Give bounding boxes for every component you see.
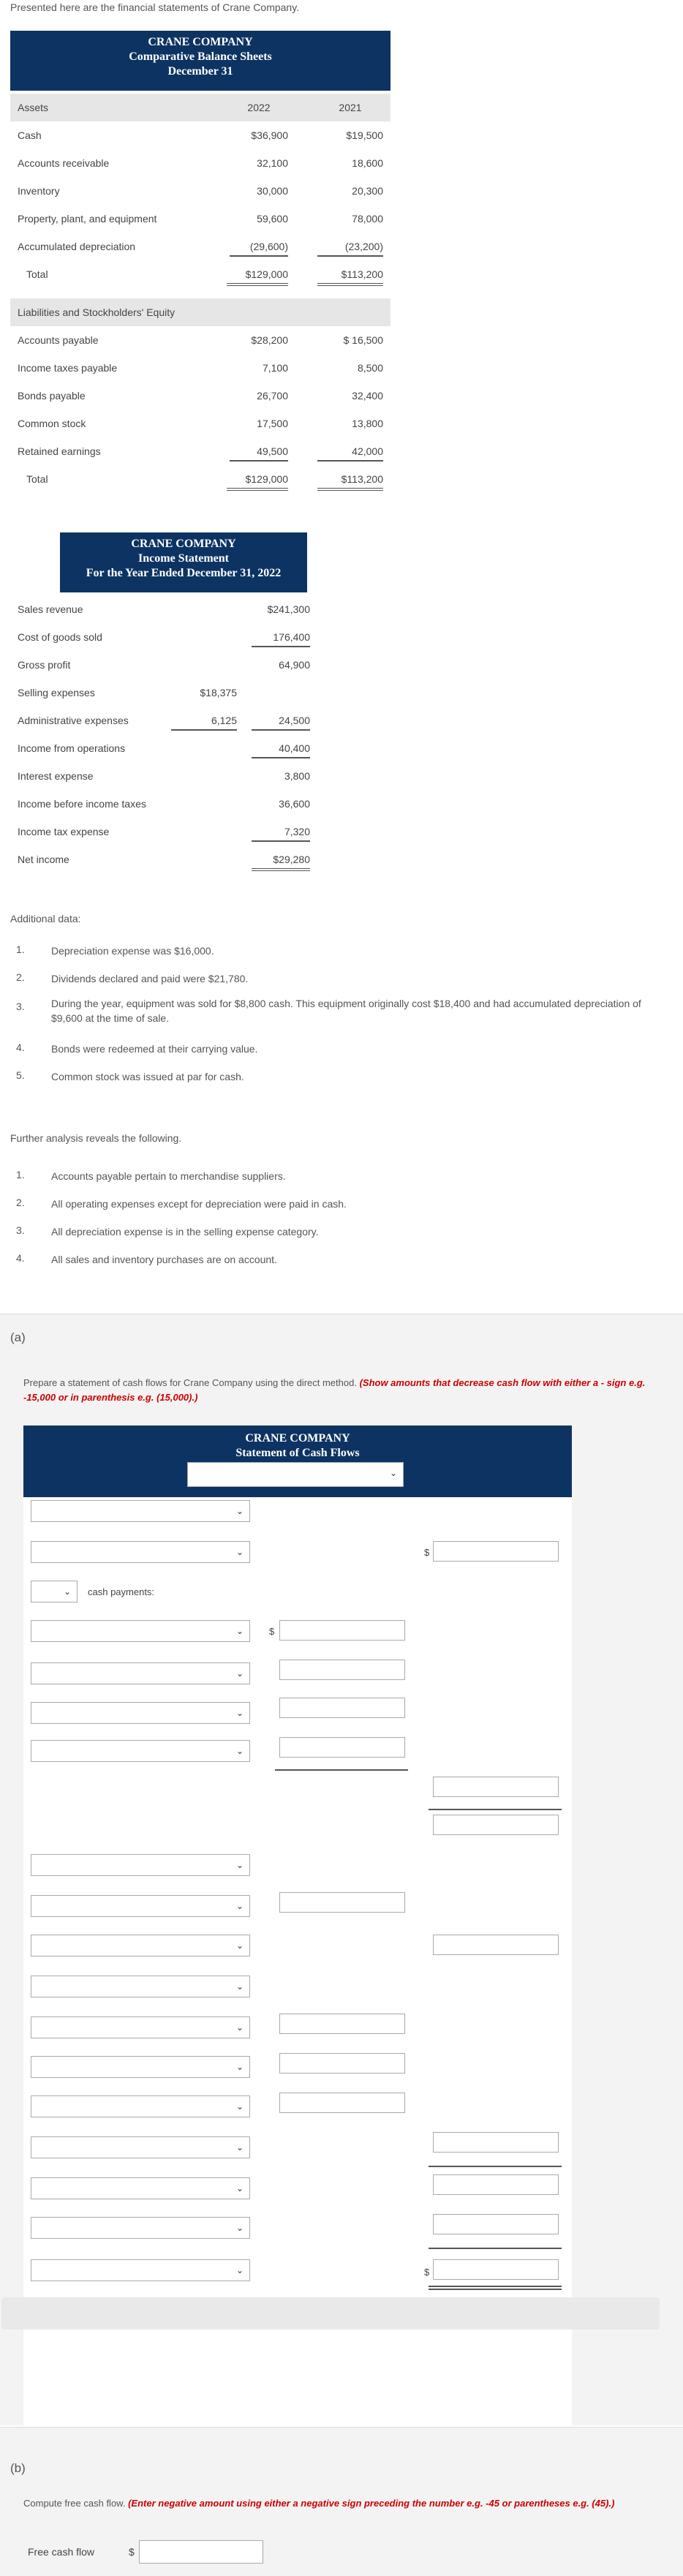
- table-row: [10, 790, 317, 818]
- total-label: Total: [26, 473, 48, 485]
- value-2022: 17,500: [257, 418, 288, 429]
- further-analysis-title: Further analysis reveals the following.: [10, 1132, 182, 1144]
- line-item-select[interactable]: [31, 1581, 78, 1603]
- cash-flow-form: [23, 1426, 572, 2479]
- table-row: [10, 679, 317, 707]
- chevron-down-icon: ⌄: [235, 1626, 244, 1636]
- row-label: Net income: [18, 854, 69, 865]
- chevron-down-icon: ⌄: [235, 1746, 244, 1756]
- list-text: All operating expenses except for depreciation were paid in cash.: [51, 1198, 347, 1210]
- list-number: 5.: [16, 1069, 25, 1081]
- underline: [429, 2248, 562, 2249]
- liabilities-header-row: [10, 298, 390, 326]
- value-2022: (29,600): [230, 241, 288, 257]
- assets-header-row: [10, 94, 390, 121]
- table-row: [10, 707, 317, 734]
- underline: [275, 1769, 408, 1771]
- list-number: 4.: [16, 1042, 25, 1053]
- outer-amount-input[interactable]: [433, 2214, 559, 2234]
- dollar-sign: $: [424, 2267, 430, 2278]
- chevron-down-icon: ⌄: [235, 1981, 244, 1992]
- underline: [429, 2286, 562, 2287]
- line-item-select[interactable]: [31, 1541, 250, 1563]
- chevron-down-icon: ⌄: [63, 1586, 71, 1597]
- part-b-section: [0, 2427, 683, 2576]
- outer-amount-input[interactable]: [433, 2174, 559, 2195]
- part-a-instruction: [23, 1376, 674, 1405]
- table-row: [10, 326, 390, 354]
- chevron-down-icon: ⌄: [235, 2022, 244, 2033]
- instruction-hint: (Enter negative amount using either a negative sign preceding the number e.g. -45 or parentheses e.g. (45).): [128, 2498, 615, 2509]
- row-label: Sales revenue: [18, 603, 83, 615]
- instruction-text: Prepare a statement of cash flows for Crane Company using the direct method.: [23, 1377, 357, 1388]
- outer-value: 40,400: [252, 742, 310, 758]
- value-2021: 32,400: [352, 390, 383, 402]
- line-item-select[interactable]: [31, 2136, 250, 2158]
- list-number: 1.: [16, 1169, 25, 1180]
- chevron-down-icon: ⌄: [235, 1547, 244, 1557]
- value-2022: 32,100: [257, 157, 288, 169]
- list-text: All sales and inventory purchases are on account.: [51, 1254, 277, 1265]
- value-2022: 49,500: [230, 445, 288, 462]
- total-row: [10, 465, 390, 493]
- value-2022: 59,600: [257, 213, 288, 225]
- additional-data-title: Additional data:: [10, 913, 81, 924]
- line-item-select[interactable]: [31, 2259, 250, 2281]
- company-name: CRANE COMPANY: [131, 538, 236, 550]
- table-row: [10, 651, 317, 679]
- outer-amount-input[interactable]: [433, 1815, 559, 1835]
- list-number: 2.: [16, 971, 25, 983]
- row-label: Cash: [18, 129, 42, 141]
- company-name: CRANE COMPANY: [148, 36, 253, 48]
- row-label: Income before income taxes: [18, 798, 146, 810]
- list-text: Common stock was issued at par for cash.: [51, 1071, 244, 1082]
- dollar-sign: $: [129, 2546, 135, 2558]
- part-b-instruction: [23, 2498, 667, 2509]
- row-label: Accounts receivable: [18, 157, 110, 169]
- inner-amount-input[interactable]: [279, 1620, 405, 1641]
- total-2021: $113,200: [317, 473, 383, 491]
- chevron-down-icon: ⌄: [235, 2142, 244, 2153]
- table-row: [10, 354, 390, 382]
- table-row: [10, 818, 317, 846]
- outer-value: 36,600: [279, 798, 310, 810]
- value-2021: 13,800: [352, 418, 383, 429]
- table-row: [10, 734, 317, 762]
- value-2021: 18,600: [352, 157, 383, 169]
- row-label: Interest expense: [18, 770, 94, 782]
- total-row: [10, 260, 390, 288]
- total-2022: $129,000: [227, 473, 288, 491]
- line-item-select[interactable]: [31, 1935, 250, 1957]
- row-label: Bonds payable: [18, 390, 86, 402]
- list-number: 2.: [16, 1197, 25, 1208]
- outer-value: 7,320: [252, 826, 310, 842]
- underline: [429, 2166, 562, 2167]
- list-text: Dividends declared and paid were $21,780.: [51, 973, 249, 984]
- part-a-section: [0, 1314, 683, 2425]
- dollar-sign: $: [269, 1626, 275, 1637]
- chevron-down-icon: ⌄: [235, 2101, 244, 2112]
- row-label: Selling expenses: [18, 687, 95, 698]
- company-name: CRANE COMPANY: [245, 1432, 350, 1445]
- balance-sheet: [10, 31, 390, 91]
- line-item-select[interactable]: [31, 2177, 250, 2199]
- list-text: Bonds were redeemed at their carrying value.: [51, 1043, 258, 1055]
- intro-text: Presented here are the financial statements of Crane Company.: [10, 1, 300, 13]
- row-label: Retained earnings: [18, 445, 101, 457]
- total-2021: $113,200: [317, 268, 383, 286]
- chevron-down-icon: ⌄: [235, 2062, 244, 2072]
- table-row: [10, 382, 390, 410]
- table-row: [10, 595, 317, 623]
- chevron-down-icon: ⌄: [235, 1708, 244, 1718]
- outer-amount-input[interactable]: [433, 1541, 559, 1562]
- table-row: [10, 437, 390, 465]
- assets-header: Assets: [18, 102, 49, 113]
- outer-amount-input[interactable]: [433, 2259, 559, 2280]
- line-item-select[interactable]: [31, 1976, 250, 1997]
- inner-amount-input[interactable]: [279, 1892, 405, 1913]
- value-2022: $36,900: [251, 129, 288, 141]
- value-2021: (23,200): [317, 241, 383, 257]
- row-label: Income tax expense: [18, 826, 110, 837]
- table-row: [10, 177, 390, 205]
- table-row: [10, 623, 317, 651]
- chevron-down-icon: ⌄: [235, 1668, 244, 1679]
- value-2022: 30,000: [257, 185, 288, 197]
- outer-value: 24,500: [252, 715, 310, 731]
- outer-value: 176,400: [252, 631, 310, 647]
- outer-value: 64,900: [279, 659, 310, 671]
- list-number: 3.: [16, 1224, 25, 1236]
- part-b-label: (b): [10, 2461, 26, 2475]
- line-item-select[interactable]: [31, 1854, 250, 1876]
- total-label: Total: [26, 268, 48, 280]
- blurred-feedback-bar: [1, 2297, 660, 2330]
- row-label: Common stock: [18, 418, 86, 429]
- row-label: Income from operations: [18, 742, 126, 754]
- statement-date: For the Year Ended December 31, 2022: [86, 567, 282, 579]
- statement-date: December 31: [167, 65, 233, 78]
- chevron-down-icon: ⌄: [235, 1901, 244, 1911]
- value-2021: 78,000: [352, 213, 383, 225]
- dollar-sign: $: [424, 1547, 430, 1558]
- chevron-down-icon: ⌄: [235, 2265, 244, 2275]
- list-text: Accounts payable pertain to merchandise suppliers.: [51, 1170, 286, 1182]
- inner-amount-input[interactable]: [279, 1660, 405, 1680]
- value-2021: 42,000: [317, 445, 383, 462]
- inner-value: $18,375: [200, 687, 237, 698]
- line-item-select[interactable]: [31, 1662, 250, 1684]
- inner-amount-input[interactable]: [279, 2053, 405, 2074]
- value-2021: 20,300: [352, 185, 383, 197]
- inner-value: 6,125: [171, 715, 237, 731]
- inner-amount-input[interactable]: [279, 2093, 405, 2113]
- underline: [429, 1809, 562, 1810]
- line-item-select[interactable]: [31, 1500, 250, 1522]
- line-item-select[interactable]: [31, 2095, 250, 2117]
- table-row: [10, 233, 390, 260]
- outer-amount-input[interactable]: [433, 2132, 559, 2153]
- line-item-select[interactable]: [31, 1702, 250, 1724]
- inner-amount-input[interactable]: [279, 1698, 405, 1718]
- value-2022: 26,700: [257, 390, 288, 402]
- table-row: [10, 121, 390, 149]
- instruction-text: Compute free cash flow.: [23, 2498, 126, 2509]
- chevron-down-icon: ⌄: [235, 2223, 244, 2233]
- statement-title: Comparative Balance Sheets: [129, 50, 272, 63]
- chevron-down-icon: ⌄: [235, 1860, 244, 1870]
- instruction-hint: (Show amounts that decrease cash flow with either a - sign e.g. -15,000 or in parenthesis e.g. (15,000).): [23, 1377, 646, 1403]
- value-2022: 7,100: [262, 362, 288, 374]
- statement-title: Income Statement: [138, 552, 229, 565]
- row-label: Income taxes payable: [18, 362, 118, 374]
- income-statement-header: [60, 532, 307, 592]
- free-cash-flow-label: Free cash flow: [28, 2546, 95, 2558]
- outer-value: 3,800: [284, 770, 310, 782]
- outer-amount-input[interactable]: [433, 1935, 559, 1955]
- inner-amount-input[interactable]: [279, 1737, 405, 1758]
- table-row: [10, 149, 390, 177]
- table-row: [10, 846, 317, 873]
- cash-payments-label: cash payments:: [88, 1586, 155, 1597]
- chevron-down-icon: ⌄: [235, 1506, 244, 1516]
- list-text: All depreciation expense is in the selling expense category.: [51, 1226, 319, 1238]
- value-2021: $ 16,500: [343, 334, 383, 346]
- line-item-select[interactable]: [31, 1620, 250, 1642]
- line-item-select[interactable]: [31, 1895, 250, 1917]
- statement-title: Statement of Cash Flows: [235, 1447, 360, 1459]
- line-item-select[interactable]: [31, 1740, 250, 1762]
- outer-amount-input[interactable]: [433, 1777, 559, 1797]
- year-2022-header: 2022: [247, 102, 271, 113]
- value-2022: $28,200: [251, 334, 288, 346]
- chevron-down-icon: ⌄: [235, 1940, 244, 1951]
- total-2022: $129,000: [227, 268, 288, 286]
- outer-value: $241,300: [267, 603, 310, 615]
- free-cash-flow-input[interactable]: [139, 2540, 263, 2564]
- part-a-label: (a): [10, 1330, 26, 1344]
- list-text: During the year, equipment was sold for $8,800 cash. This equipment originally cost $18,400 and had accumulated depreciation of $9,600 at the time of sale.: [51, 998, 641, 1024]
- liabilities-header: Liabilities and Stockholders' Equity: [18, 306, 176, 318]
- row-label: Accounts payable: [18, 334, 99, 346]
- table-row: [10, 762, 317, 790]
- list-number: 4.: [16, 1252, 25, 1264]
- chevron-down-icon: ⌄: [389, 1468, 397, 1478]
- year-2021-header: 2021: [339, 102, 362, 113]
- line-item-select[interactable]: [31, 2217, 250, 2239]
- inner-amount-input[interactable]: [279, 2014, 405, 2034]
- row-label: Cost of goods sold: [18, 631, 102, 643]
- list-number: 3.: [16, 1001, 25, 1012]
- row-label: Property, plant, and equipment: [18, 213, 157, 225]
- table-row: [10, 410, 390, 437]
- row-label: Accumulated depreciation: [18, 241, 136, 252]
- row-label: Administrative expenses: [18, 715, 129, 726]
- line-item-select[interactable]: [31, 2056, 250, 2078]
- table-row: [10, 205, 390, 233]
- line-item-select[interactable]: [31, 2016, 250, 2038]
- value-2021: $19,500: [346, 129, 383, 141]
- row-label: Inventory: [18, 185, 60, 197]
- outer-value: $29,280: [252, 854, 310, 871]
- list-number: 1.: [16, 944, 25, 955]
- statement-period-select[interactable]: [187, 1462, 404, 1487]
- chevron-down-icon: ⌄: [235, 2183, 244, 2193]
- list-text: Depreciation expense was $16,000.: [51, 945, 214, 957]
- value-2021: 8,500: [357, 362, 383, 374]
- balance-sheet-header: [10, 31, 390, 91]
- underline: [429, 2289, 562, 2290]
- row-label: Gross profit: [18, 659, 71, 671]
